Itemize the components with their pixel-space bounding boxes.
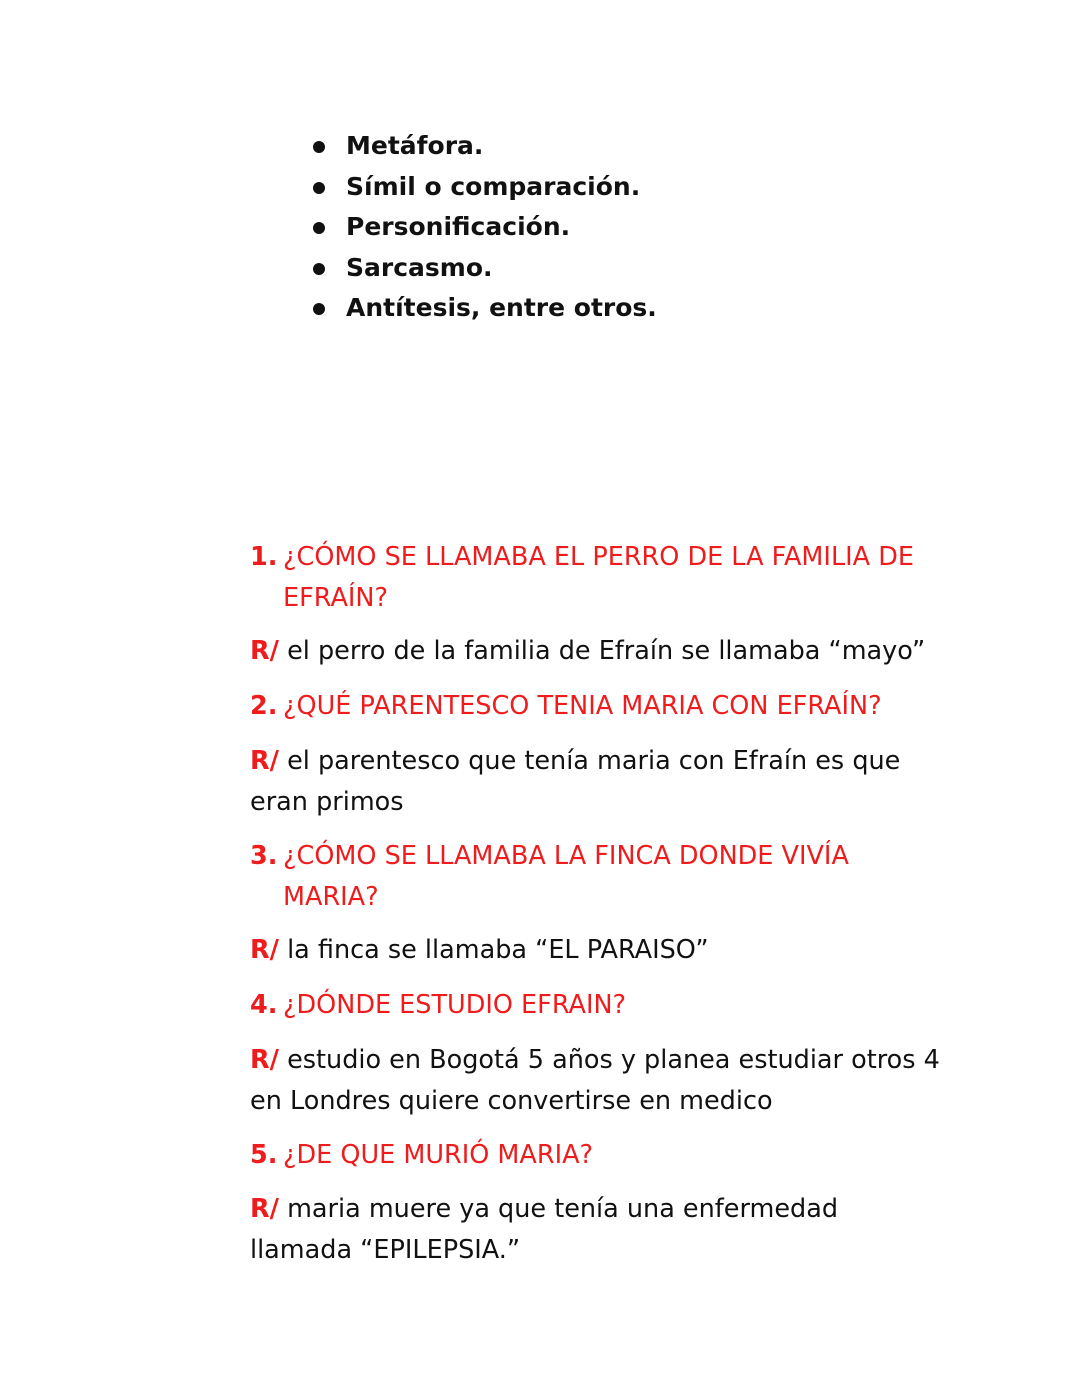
answer-5 (250, 1189, 940, 1271)
question-block-1 (250, 537, 940, 619)
question-3 (250, 836, 940, 918)
list-item: Antítesis, entre otros. (308, 288, 657, 329)
question-block-5 (250, 1135, 940, 1176)
figures-list (308, 126, 657, 329)
bullet-dot-icon (313, 303, 325, 315)
answer-text: el parentesco que tenía maria con Efraín es que eran primos (250, 746, 901, 817)
question-2 (250, 686, 940, 727)
answer-text: el perro de la familia de Efraín se llamaba “mayo” (287, 636, 926, 666)
question-number: 1. (250, 542, 278, 572)
list-item: Metáfora. (308, 126, 657, 167)
answer-prefix: R/ (250, 1045, 279, 1075)
question-text: ¿CÓMO SE LLAMABA LA FINCA DONDE VIVÍA MARIA? (283, 841, 849, 912)
question-text: ¿DE QUE MURIÓ MARIA? (283, 1140, 594, 1170)
bullet-dot-icon (313, 263, 325, 275)
question-number: 4. (250, 990, 278, 1020)
answer-text: maria muere ya que tenía una enfermedad llamada “EPILEPSIA.” (250, 1194, 839, 1265)
question-block-3 (250, 836, 940, 918)
bullet-dot-icon (313, 182, 325, 194)
question-number: 2. (250, 691, 278, 721)
question-1 (250, 537, 940, 619)
answer-prefix: R/ (250, 746, 279, 776)
list-item: Símil o comparación. (308, 167, 657, 208)
list-item: Personificación. (308, 207, 657, 248)
question-text: ¿DÓNDE ESTUDIO EFRAIN? (283, 990, 627, 1020)
list-item: Sarcasmo. (308, 248, 657, 289)
answer-text: la finca se llamaba “EL PARAISO” (287, 935, 709, 965)
question-4 (250, 985, 940, 1026)
question-block-4 (250, 985, 940, 1026)
answer-3 (250, 930, 940, 971)
question-text: ¿QUÉ PARENTESCO TENIA MARIA CON EFRAÍN? (283, 691, 882, 721)
bullet-dot-icon (313, 222, 325, 234)
answer-1 (250, 631, 940, 672)
question-block-2 (250, 686, 940, 727)
answer-prefix: R/ (250, 935, 279, 965)
question-number: 5. (250, 1140, 278, 1170)
answer-prefix: R/ (250, 636, 279, 666)
question-text: ¿CÓMO SE LLAMABA EL PERRO DE LA FAMILIA DE EFRAÍN? (283, 542, 914, 613)
answer-2 (250, 741, 940, 823)
bullet-dot-icon (313, 141, 325, 153)
question-5 (250, 1135, 940, 1176)
answer-text: estudio en Bogotá 5 años y planea estudiar otros 4 en Londres quiere convertirse en medico (250, 1045, 940, 1116)
question-number: 3. (250, 841, 278, 871)
answer-prefix: R/ (250, 1194, 279, 1224)
answer-4 (250, 1040, 940, 1122)
